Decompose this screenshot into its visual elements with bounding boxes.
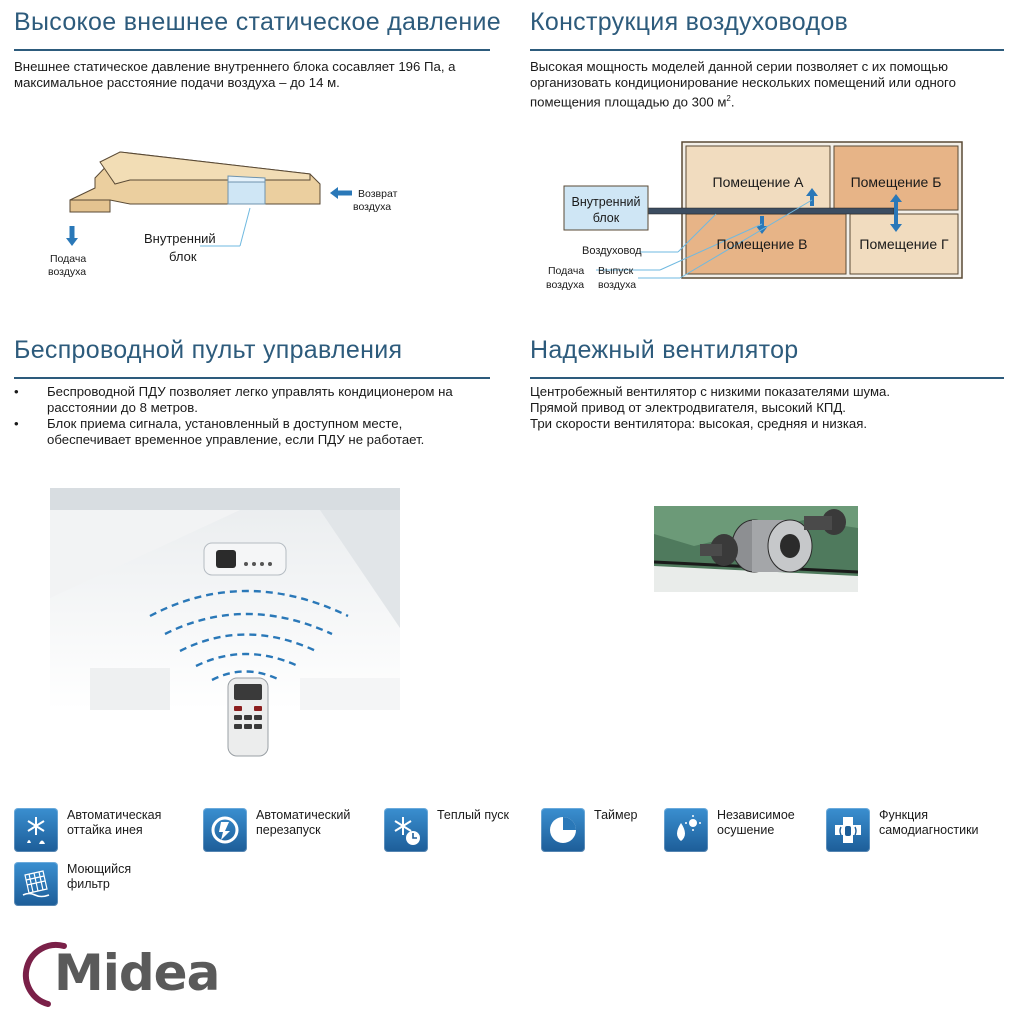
- feature-line1: Функция: [879, 808, 929, 822]
- feature-line1: Моющийся: [67, 862, 132, 876]
- feature-line1: Автоматический: [256, 808, 351, 822]
- feature-line2: перезапуск: [256, 823, 321, 837]
- remote-title: Беспроводной пульт управления: [14, 336, 403, 364]
- self-diagnosis-icon: [826, 808, 870, 852]
- feature-line1: Теплый пуск: [437, 808, 509, 822]
- ducts-supply-label-2: воздуха: [546, 279, 585, 291]
- room-b-label: Помещение Б: [850, 174, 942, 190]
- dry-mode-icon: [664, 808, 708, 852]
- ducts-rule: [530, 49, 1004, 51]
- ducts-outlet-label-2: воздуха: [598, 279, 637, 291]
- ducts-diagram: [540, 140, 970, 295]
- ducts-supply-label-1: Подача: [548, 265, 585, 277]
- ducts-text-end: .: [730, 94, 735, 110]
- fan-photo: [654, 506, 858, 592]
- remote-section: [14, 336, 402, 365]
- feature-line2: фильтр: [67, 877, 110, 891]
- ducts-title: Конструкция воздуховодов: [530, 8, 849, 36]
- fan-line: Центробежный вентилятор с низкими показателями шума.: [530, 384, 891, 399]
- feature-line1: Таймер: [594, 808, 638, 822]
- fan-line: Прямой привод от электродвигателя, высокий КПД.: [530, 400, 846, 415]
- pressure-title: Высокое внешнее статическое давление: [14, 8, 501, 36]
- feature-auto-restart: [203, 808, 376, 852]
- pressure-supply-label-1: Подача: [50, 253, 87, 265]
- feature-dry-mode: [664, 808, 837, 852]
- pressure-rule: [14, 49, 490, 51]
- timer-icon: [541, 808, 585, 852]
- duct-label: Воздуховод: [582, 245, 642, 257]
- pressure-unit-label-2: блок: [169, 249, 197, 264]
- midea-logo: [14, 938, 220, 1013]
- feature-line2: оттайка инея: [67, 823, 143, 837]
- remote-bullet: • Беспроводной ПДУ позволяет легко управлять кондиционером на расстоянии до 8 метров.: [14, 384, 484, 416]
- fan-line: Три скорости вентилятора: высокая, средняя и низкая.: [530, 416, 868, 431]
- defrost-icon: [14, 808, 58, 852]
- pressure-supply-label-2: воздуха: [48, 266, 87, 278]
- fan-rule: [530, 377, 1004, 379]
- remote-bullet: • Блок приема сигнала, установленный в доступном месте, обеспечивает временное управление, если ПДУ не работает.: [14, 416, 484, 448]
- ducts-text-sup: 2: [726, 94, 731, 103]
- ducts-text-main: Высокая мощность моделей данной серии позволяет с их помощью организовать кондиционирование нескольких помещений или одного помещения площадью до 300 м: [530, 59, 956, 110]
- pressure-section: [14, 8, 501, 37]
- remote-bullets: [14, 384, 484, 448]
- ducts-outlet-label-1: Выпуск: [598, 265, 634, 277]
- remote-photo: [50, 488, 400, 760]
- room-g-label: Помещение Г: [859, 236, 949, 252]
- feature-defrost: [14, 808, 187, 852]
- auto-restart-icon: [203, 808, 247, 852]
- ducts-unit-label-2: блок: [592, 211, 620, 225]
- room-v-label: Помещение В: [716, 236, 808, 252]
- feature-self-diagnosis: [826, 808, 999, 852]
- fan-text: [530, 384, 1000, 432]
- feature-line2: самодиагностики: [879, 823, 979, 837]
- remote-rule: [14, 377, 490, 379]
- logo-text: Midea: [54, 944, 220, 1002]
- fan-title: Надежный вентилятор: [530, 336, 799, 364]
- fan-section: [530, 336, 799, 365]
- washable-filter-icon: [14, 862, 58, 906]
- pressure-diagram: [40, 140, 410, 290]
- warm-start-icon: [384, 808, 428, 852]
- ducts-section: [530, 8, 848, 37]
- feature-washable-filter: [14, 862, 187, 906]
- feature-warm-start: [384, 808, 557, 852]
- feature-line1: Автоматическая: [67, 808, 162, 822]
- pressure-text: Внешнее статическое давление внутреннего блока сосавляет 196 Па, а максимальное расстояние подачи воздуха – до 14 м.: [14, 59, 456, 90]
- pressure-return-label-1: Возврат: [358, 188, 398, 200]
- pressure-return-label-2: воздуха: [353, 201, 392, 213]
- room-a-label: Помещение А: [712, 174, 804, 190]
- ducts-unit-label-1: Внутренний: [571, 195, 641, 209]
- pressure-unit-label-1: Внутренний: [144, 231, 216, 246]
- feature-line1: Независимое: [717, 808, 795, 822]
- ducts-text: [530, 59, 1000, 110]
- feature-line2: осушение: [717, 823, 775, 837]
